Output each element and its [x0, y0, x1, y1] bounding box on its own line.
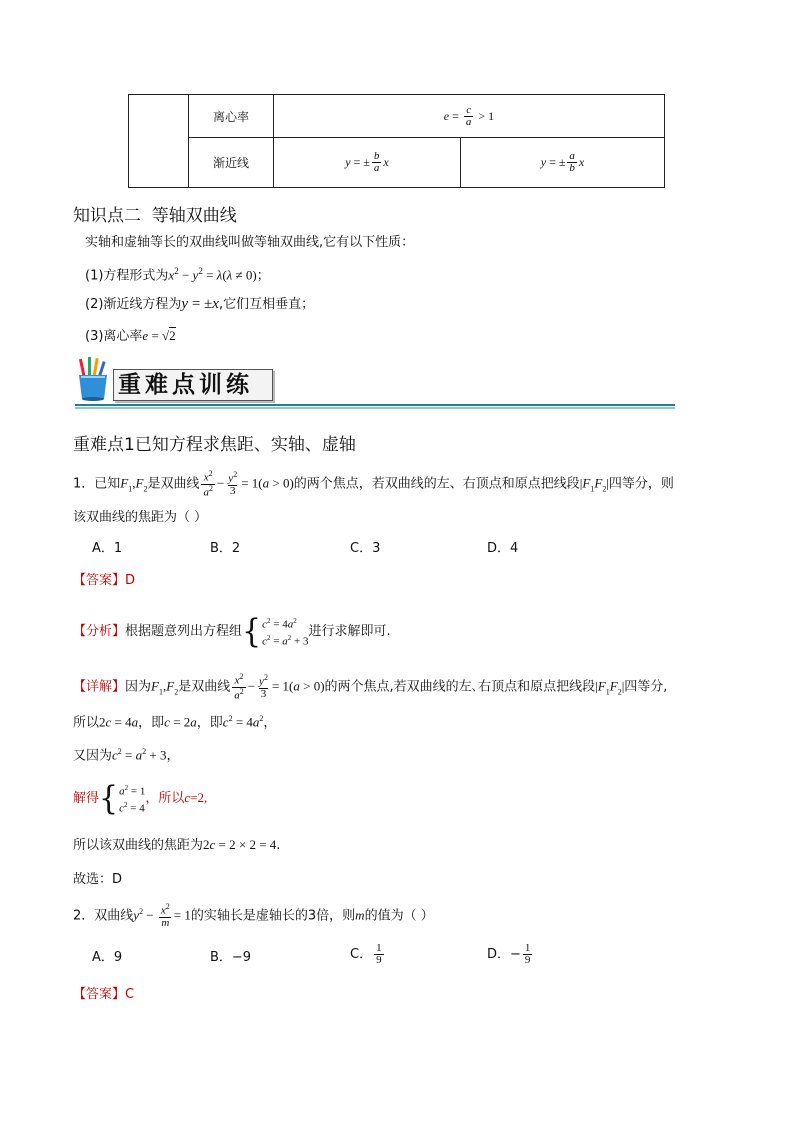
section-banner — [75, 355, 675, 411]
asymptote-formula-horizontal: y = ± $\frac{b}{a}$ x — [274, 138, 461, 188]
topic-heading: 重难点1已知方程求焦距、实轴、虚轴 — [73, 435, 356, 455]
q1-final-text: 所以该双曲线的焦距为 — [73, 838, 204, 853]
asymptote-formula-vertical: y = ± $\frac{a}{b}$ x — [461, 138, 665, 188]
q2-option-c-label: C． — [350, 947, 373, 962]
q2-option-a: A．9 — [92, 950, 123, 965]
q1-so-label: 所以 — [73, 715, 100, 731]
question-1-line-1: 1．已知$F_1,F_2$是双曲线 $\frac{x^2}{a^2}$ − $\frac{y^2}{3}$ = 1(a > 0)的两个焦点，若双曲线的左、右顶点和原点把线段$|F_1F_2|$四等分，则 — [73, 469, 674, 499]
property-3: (3)离心率e = √2 — [85, 328, 176, 344]
q2-text: 的实轴长是虚轴长的3倍，则 — [190, 908, 356, 924]
table-row-label-asymptote: 渐近线 — [189, 138, 274, 188]
q2-text-end: 的值为（ ） — [364, 908, 434, 924]
q1-answer-value: D — [125, 573, 136, 588]
q1-detail-line-4: 解得 { $a^2 = 1$ $c^2 = 4$ ，所以c=2, — [73, 778, 208, 818]
q1-answer — [73, 572, 135, 590]
section-intro: 实轴和虚轴等长的双曲线叫做等轴双曲线,它有以下性质： — [85, 235, 415, 250]
q2-option-d: D．− $\frac{1}{9}$ — [487, 942, 531, 966]
q1-analysis-text: 根据题意列出方程组 — [125, 624, 243, 640]
banner-underline-shadow — [75, 407, 675, 409]
question-2-line-1: 2．双曲线$y^2$ − $\frac{x^2}{m}$ = 1的实轴长是虚轴长的3倍，则m的值为（ ） — [73, 902, 434, 929]
banner-title: 重难点训练 — [118, 371, 253, 398]
q1-detail-text-4: 四等分, — [624, 679, 668, 695]
q1-option-b: B．2 — [210, 541, 241, 556]
property-3-prefix: (3)离心率 — [85, 329, 143, 344]
q1-analysis-tail: 进行求解即可. — [308, 624, 391, 640]
property-2-suffix: ,它们互相垂直； — [218, 297, 315, 312]
q1-analysis: 【分析】根据题意列出方程组 { $c^2 = 4a^2$ $c^2 = a^2 + 3$ 进行求解即可. — [73, 611, 391, 651]
pencil-cup-icon — [75, 355, 111, 401]
properties-table — [128, 94, 665, 188]
q1-detail-line-3: 又因为$c^2 = a^2 + 3$， — [73, 747, 180, 764]
property-1-prefix: (1)方程形式为 — [85, 268, 169, 284]
q1-again-label: 又因为 — [73, 748, 113, 764]
q2-answer — [73, 986, 134, 1004]
q1-detail-line-1: 【详解】因为$F_1,F_2$是双曲线 $\frac{x^2}{a^2}$ − $\frac{y^2}{3}$ = 1(a > 0)的两个焦点,若双曲线的左､右顶点和原点把线段$|F_1F_2|$四等分, — [73, 672, 668, 702]
q1-number: 1．已知 — [73, 476, 121, 492]
q1-answer-label: 【答案】 — [73, 573, 126, 588]
q1-choose: 故选：D — [73, 872, 123, 887]
q1-solve-label: 解得 — [73, 791, 100, 807]
eccentricity-formula: e = $\frac{c}{a}$ > 1 — [274, 95, 665, 138]
q1-detail-text-3: 的两个焦点,若双曲线的左､右顶点和原点把线段 — [324, 679, 596, 695]
q1-detail-line-2: 所以2c = 4a，即c = 2a，即$c^2 = 4a^2$， — [73, 714, 277, 731]
q1-analysis-label: 【分析】 — [73, 624, 126, 640]
table-blank-cell — [129, 95, 189, 188]
q1-text-tail: 四等分，则 — [608, 476, 674, 492]
property-1: (1)方程形式为$x^2 - y^2 = \lambda(\lambda \ne 0)$； — [85, 266, 270, 284]
section-heading-equilateral-hyperbola: 知识点二 等轴双曲线 — [73, 206, 237, 226]
q2-answer-value: C — [125, 987, 135, 1002]
q1-text-end: 的两个焦点，若双曲线的左、右顶点和原点把线段 — [293, 476, 580, 492]
q2-option-c: C． $\frac{1}{9}$ — [350, 942, 382, 966]
q1-detail-label: 【详解】 — [73, 679, 126, 695]
q1-text-mid: 是双曲线 — [147, 476, 200, 492]
q1-detail-text-1: 因为 — [125, 679, 152, 695]
q1-solve-tail: ，所以 — [145, 791, 185, 807]
q2-option-b: B．−9 — [210, 950, 252, 965]
property-2: (2)渐近线方程为y = ±x,它们互相垂直； — [85, 296, 315, 312]
q2-option-d-label: D．− — [487, 947, 521, 962]
q1-option-c: C．3 — [350, 541, 381, 556]
q1-detail-text-2: 是双曲线 — [178, 679, 231, 695]
q1-option-d: D．4 — [487, 541, 519, 556]
question-1-line-2: 该双曲线的焦距为（ ） — [73, 510, 208, 525]
banner-underline — [75, 404, 675, 406]
q1-ji-1: ，即 — [138, 715, 165, 731]
q1-option-a: A．1 — [92, 541, 123, 556]
property-2-prefix: (2)渐近线方程为 — [85, 297, 182, 312]
q2-answer-label: 【答案】 — [73, 987, 126, 1002]
q2-number: 2．双曲线 — [73, 908, 134, 924]
banner-title-box — [113, 369, 273, 401]
q1-detail-line-5: 所以该双曲线的焦距为2c = 2 × 2 = 4. — [73, 837, 281, 853]
q1-ji-2: ，即 — [196, 715, 223, 731]
table-row-label-eccentricity: 离心率 — [189, 95, 274, 138]
